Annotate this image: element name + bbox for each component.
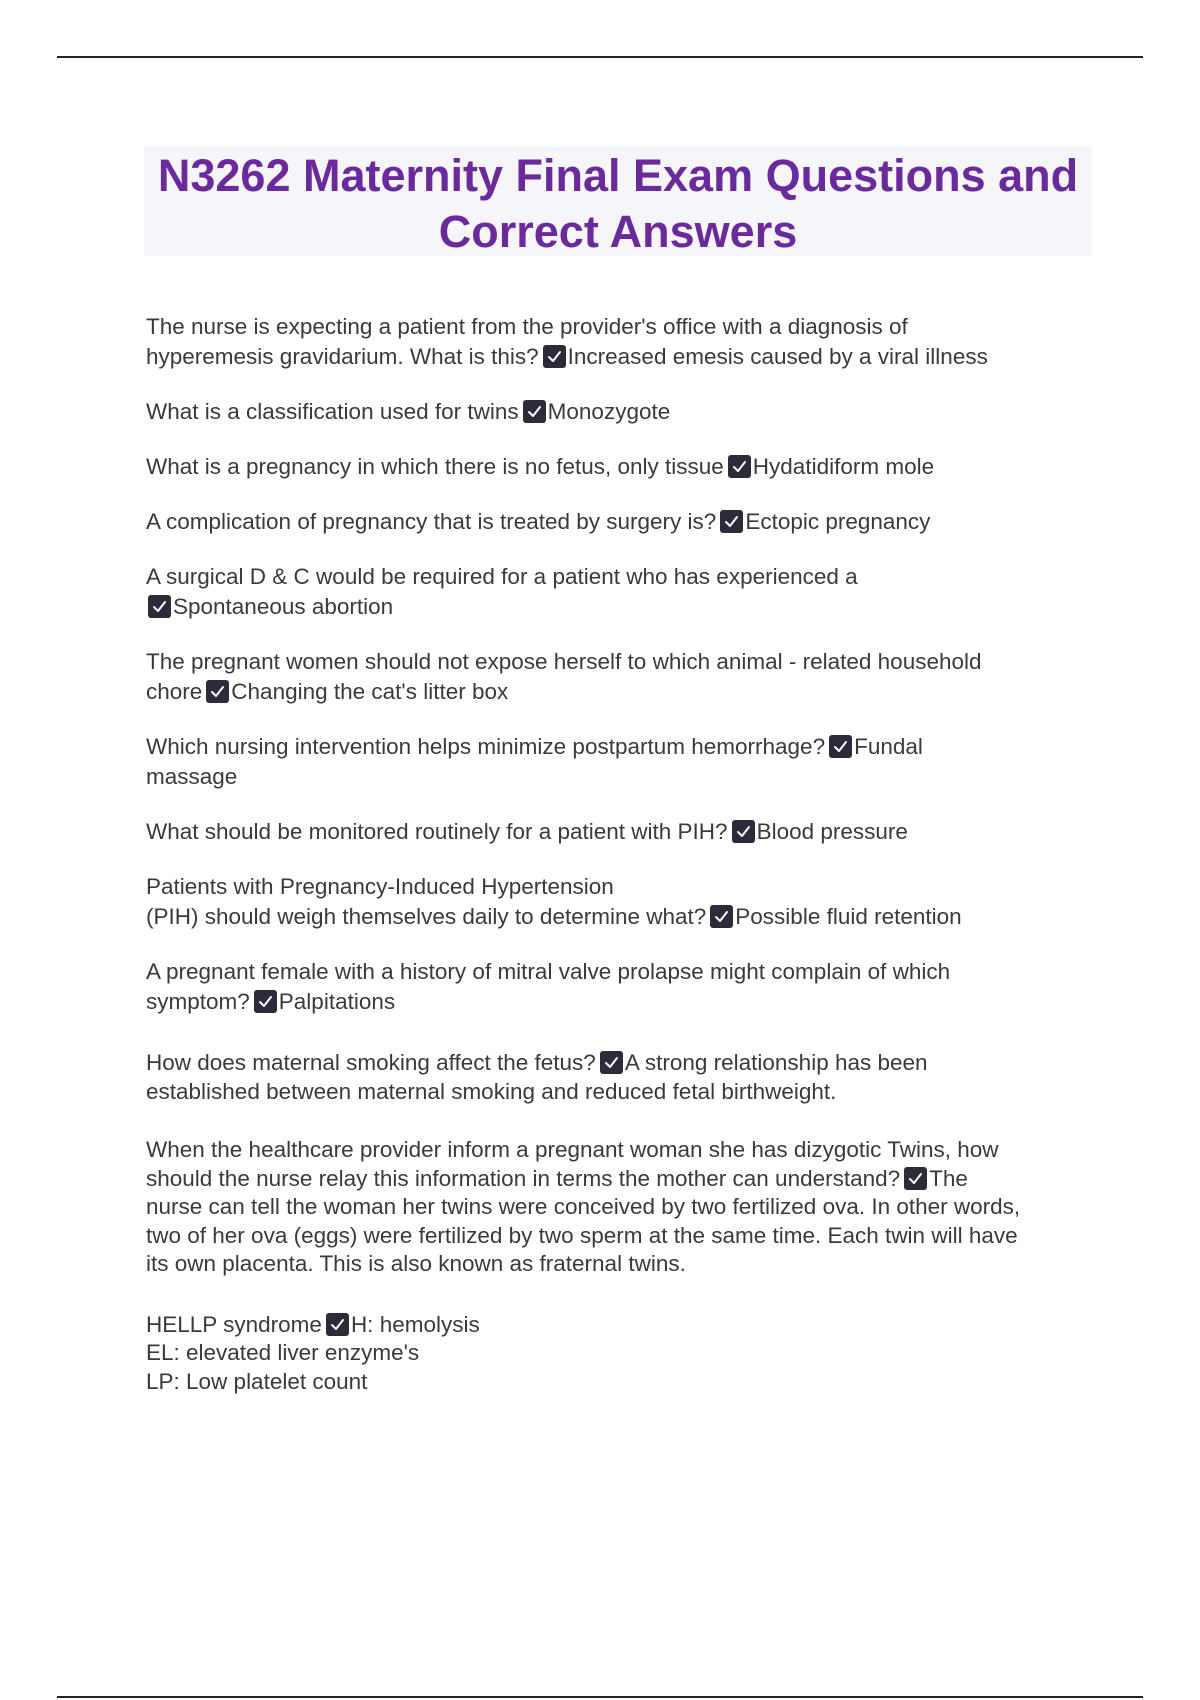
qa-item	[146, 1136, 1096, 1279]
answer-text: Possible fluid retention	[735, 904, 962, 929]
answer-text: A strong relationship has been established between maternal smoking and reduced fetal birthweight.	[146, 1050, 928, 1104]
title-banner	[144, 146, 1092, 256]
question-text: The nurse is expecting a patient from the provider's office with a diagnosis of hyperemesis gravidarium. What is this?	[146, 314, 908, 369]
answer-text: Spontaneous abortion	[173, 594, 394, 619]
question-text: What is a pregnancy in which there is no fetus, only tissue	[146, 454, 724, 479]
answer-text: Changing the cat's litter box	[231, 679, 509, 704]
checkbox-checked-icon	[732, 820, 755, 843]
answer-text: Fundal massage	[146, 734, 923, 789]
qa-item	[146, 872, 1096, 932]
checkbox-checked-icon	[600, 1051, 623, 1074]
checkbox-checked-icon	[728, 455, 751, 478]
answer-text: Monozygote	[547, 399, 671, 424]
question-text: A pregnant female with a history of mitral valve prolapse might complain of which symptom?	[146, 959, 951, 1014]
checkbox-checked-icon	[326, 1313, 349, 1336]
checkbox-checked-icon	[543, 345, 566, 368]
qa-item	[146, 817, 1096, 847]
qa-item	[146, 397, 1096, 427]
question-text: Which nursing intervention helps minimize postpartum hemorrhage?	[146, 734, 826, 759]
answer-text: Ectopic pregnancy	[745, 509, 931, 534]
qa-item	[146, 452, 1096, 482]
qa-item	[146, 732, 1096, 792]
answer-text: H: hemolysis EL: elevated liver enzyme's LP: Low platelet count	[146, 1311, 480, 1394]
qa-item	[146, 957, 1096, 1017]
question-text: The pregnant women should not expose herself to which animal - related household chore	[146, 649, 982, 704]
checkbox-checked-icon	[710, 905, 733, 928]
question-text: A surgical D & C would be required for a patient who has experienced a	[146, 564, 858, 589]
question-text: A complication of pregnancy that is treated by surgery is?	[146, 509, 717, 534]
qa-list	[146, 312, 1096, 1421]
qa-item	[146, 1311, 1096, 1397]
answer-text: Blood pressure	[756, 819, 908, 844]
qa-item	[146, 312, 1096, 372]
qa-item	[146, 1049, 1096, 1106]
qa-item	[146, 507, 1096, 537]
checkbox-checked-icon	[254, 990, 277, 1013]
qa-item	[146, 647, 1096, 707]
question-text: What should be monitored routinely for a patient with PIH?	[146, 819, 728, 844]
page-title: N3262 Maternity Final Exam Questions and Correct Answers	[157, 150, 1079, 257]
checkbox-checked-icon	[206, 680, 229, 703]
checkbox-checked-icon	[720, 510, 743, 533]
checkbox-checked-icon	[523, 400, 546, 423]
answer-text: The nurse can tell the woman her twins were conceived by two fertilized ova. In other words, two of her ova (eggs) were fertilized by two sperm at the same time. Each twin will have its own placenta. This is also known as fraternal twins.	[146, 1165, 1021, 1276]
answer-text: Increased emesis caused by a viral illness	[567, 344, 988, 369]
qa-item	[146, 562, 1096, 622]
question-text: HELLP syndrome	[146, 1311, 322, 1337]
checkbox-checked-icon	[829, 735, 852, 758]
question-text: When the healthcare provider inform a pregnant woman she has dizygotic Twins, how should the nurse relay this information in terms the mother can understand?	[146, 1137, 999, 1191]
question-text: How does maternal smoking affect the fetus?	[146, 1050, 596, 1075]
checkbox-checked-icon	[904, 1167, 927, 1190]
question-text: Patients with Pregnancy-Induced Hypertension (PIH) should weigh themselves daily to determine what?	[146, 874, 707, 929]
bottom-rule	[57, 1696, 1143, 1698]
question-text: What is a classification used for twins	[146, 399, 519, 424]
answer-text: Palpitations	[278, 989, 396, 1014]
checkbox-checked-icon	[148, 595, 171, 618]
answer-text: Hydatidiform mole	[752, 454, 935, 479]
top-rule	[57, 56, 1143, 58]
